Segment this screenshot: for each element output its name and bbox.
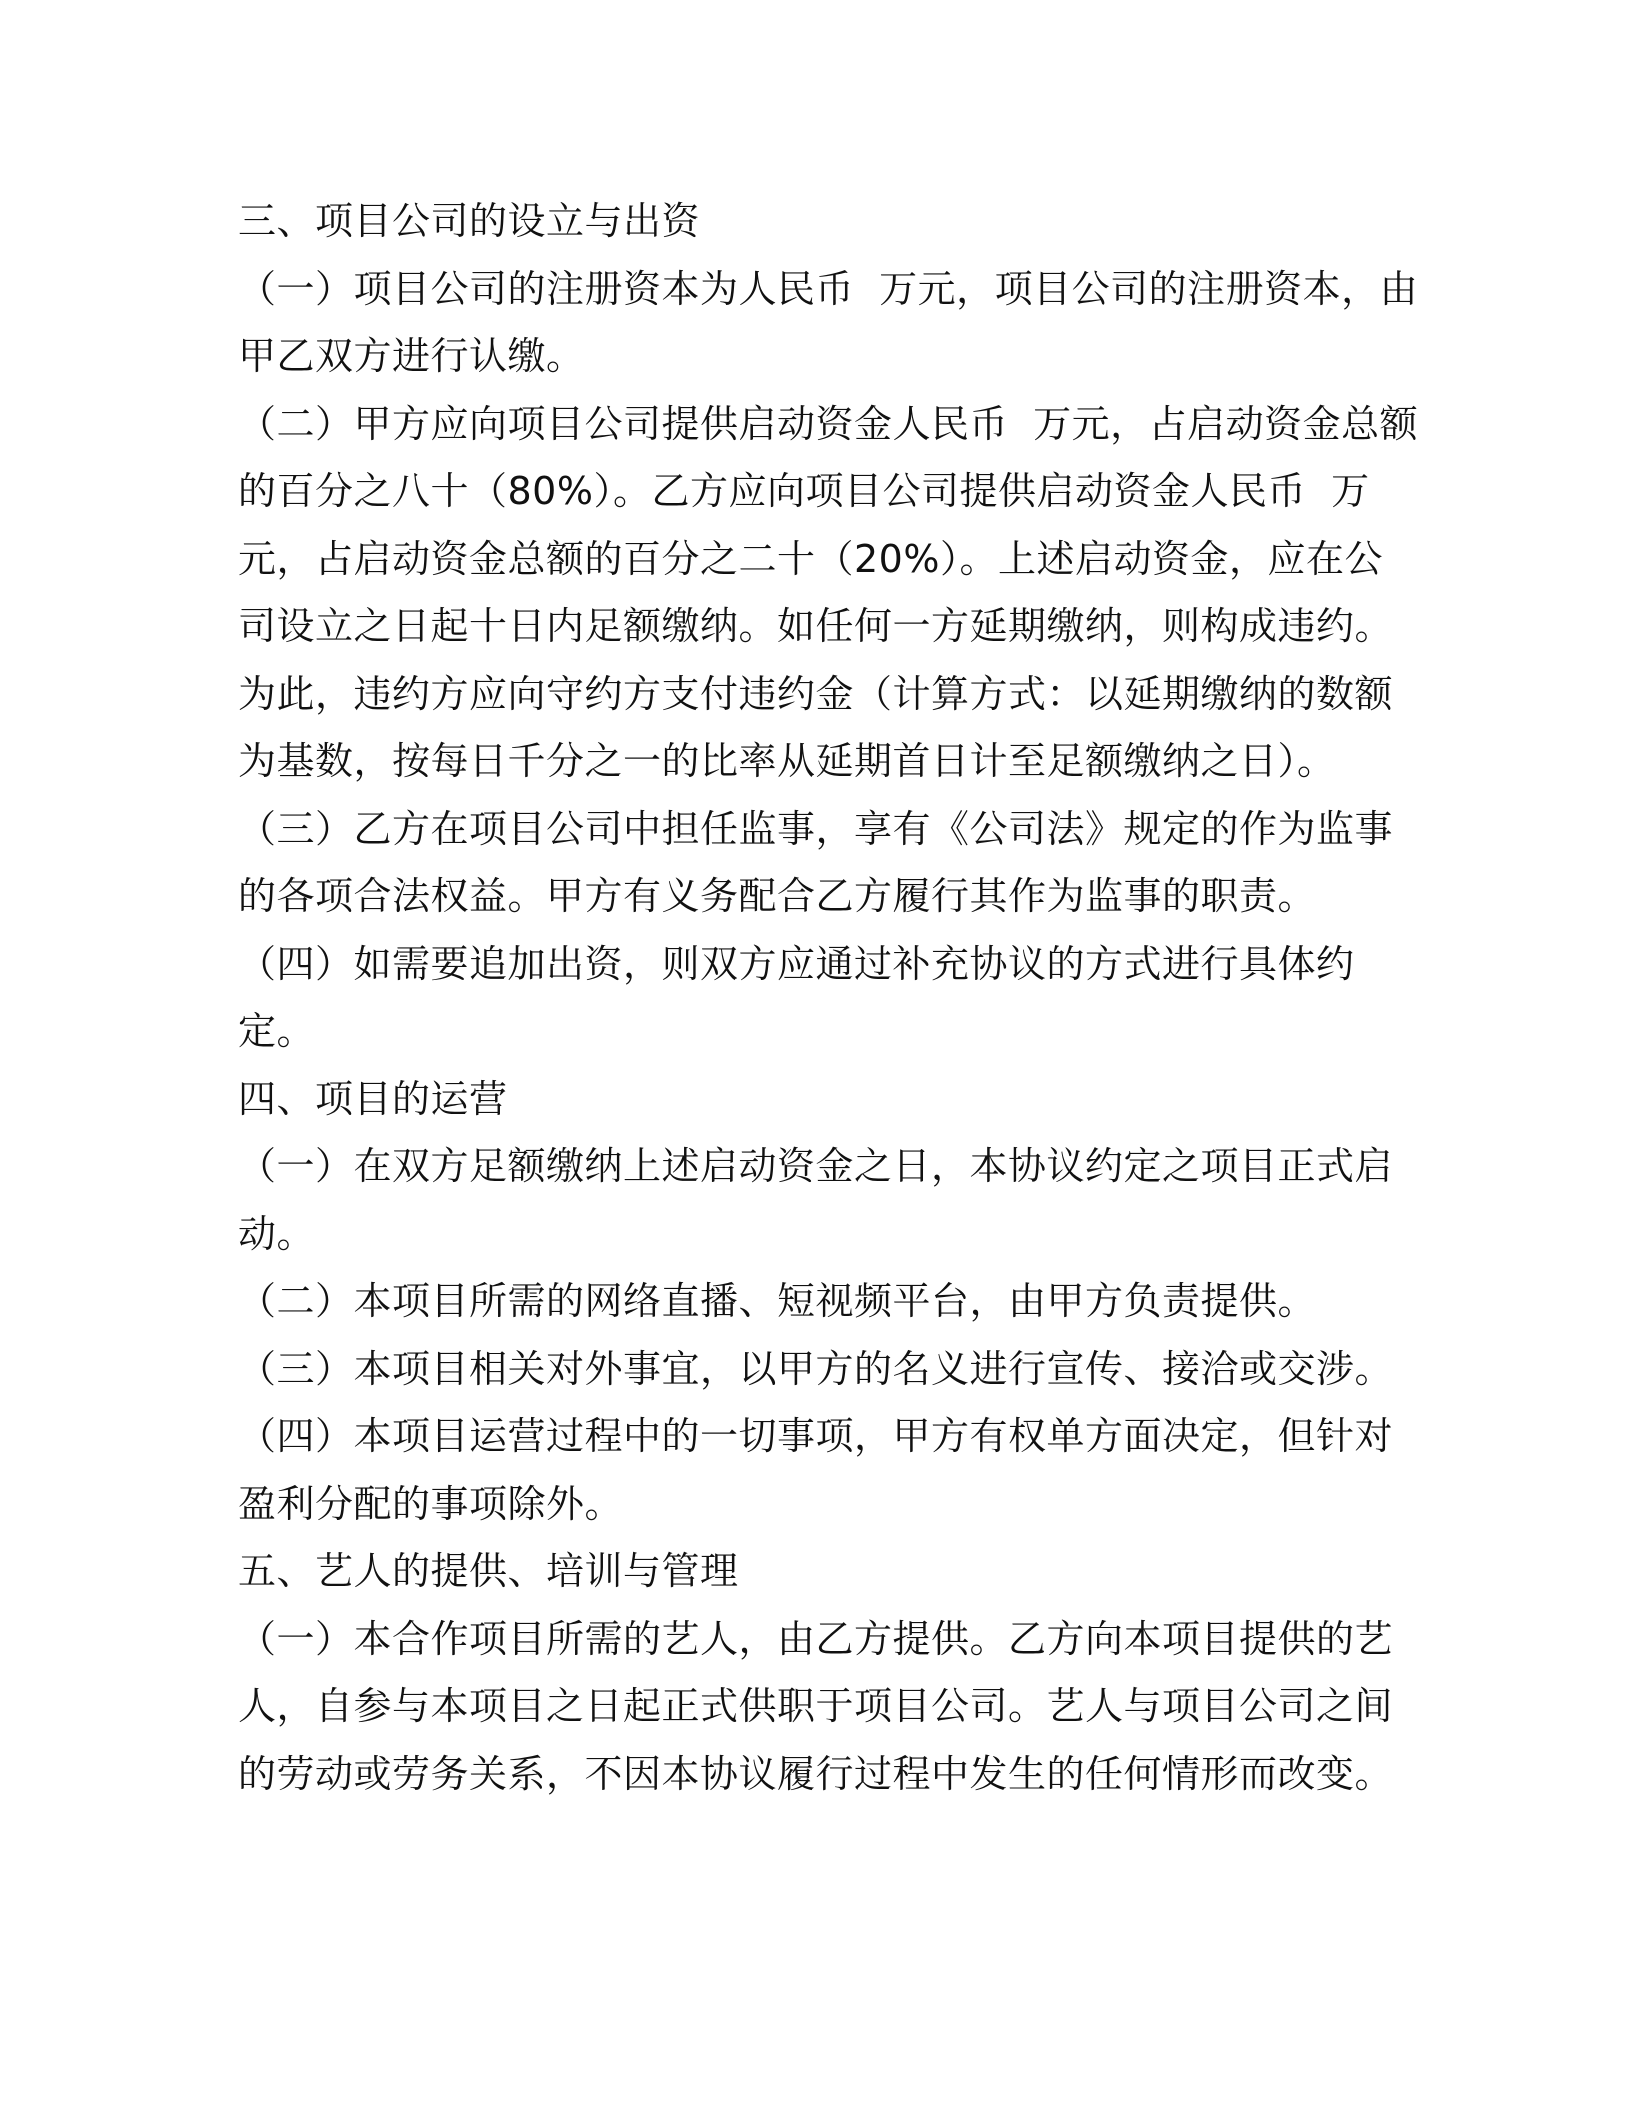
paragraph-line: （二）本项目所需的网络直播、短视频平台，由甲方负责提供。 <box>238 1279 1317 1323</box>
paragraph-line: 人，自参与本项目之日起正式供职于项目公司。艺人与项目公司之间 <box>238 1684 1394 1728</box>
paragraph-line: 的劳动或劳务关系，不因本协议履行过程中发生的任何情形而改变。 <box>238 1751 1394 1796</box>
paragraph-line: （一）本合作项目所需的艺人，由乙方提供。乙方向本项目提供的艺 <box>238 1616 1394 1661</box>
paragraph-line: （二）甲方应向项目公司提供启动资金人民币 万元，占启动资金总额 <box>238 401 1419 446</box>
paragraph-line: （四）如需要追加出资，则双方应通过补充协议的方式进行具体约 <box>238 941 1355 986</box>
section-heading-3: 三、项目公司的设立与出资 <box>238 199 701 243</box>
paragraph-line: 甲乙双方进行认缴。 <box>238 334 585 378</box>
paragraph-line: （四）本项目运营过程中的一切事项，甲方有权单方面决定，但针对 <box>238 1414 1394 1458</box>
document-body <box>238 188 1419 1808</box>
paragraph-line: （一）项目公司的注册资本为人民币 万元，项目公司的注册资本，由 <box>238 266 1419 311</box>
paragraph-line: （三）本项目相关对外事宜，以甲方的名义进行宣传、接洽或交涉。 <box>238 1346 1394 1391</box>
paragraph-line: 盈利分配的事项除外。 <box>238 1481 624 1526</box>
paragraph-line: 的百分之八十（80%）。乙方应向项目公司提供启动资金人民币 万 <box>238 469 1370 513</box>
paragraph-line: （一）在双方足额缴纳上述启动资金之日，本协议约定之项目正式启 <box>238 1144 1394 1188</box>
paragraph-line: 为此，违约方应向守约方支付违约金（计算方式：以延期缴纳的数额 <box>238 671 1394 716</box>
paragraph-line: 定。 <box>238 1009 316 1053</box>
paragraph-line: 元，占启动资金总额的百分之二十（20%）。上述启动资金，应在公 <box>238 536 1383 581</box>
section-heading-4: 四、项目的运营 <box>238 1076 508 1121</box>
paragraph-line: 司设立之日起十日内足额缴纳。如任何一方延期缴纳，则构成违约。 <box>238 604 1394 648</box>
paragraph-line: 为基数，按每日千分之一的比率从延期首日计至足额缴纳之日）。 <box>238 739 1336 783</box>
paragraph-line: （三）乙方在项目公司中担任监事，享有《公司法》规定的作为监事 <box>238 806 1394 851</box>
section-heading-5: 五、艺人的提供、培训与管理 <box>238 1549 739 1593</box>
paragraph-line: 动。 <box>238 1211 316 1256</box>
paragraph-line: 的各项合法权益。甲方有义务配合乙方履行其作为监事的职责。 <box>238 874 1317 918</box>
